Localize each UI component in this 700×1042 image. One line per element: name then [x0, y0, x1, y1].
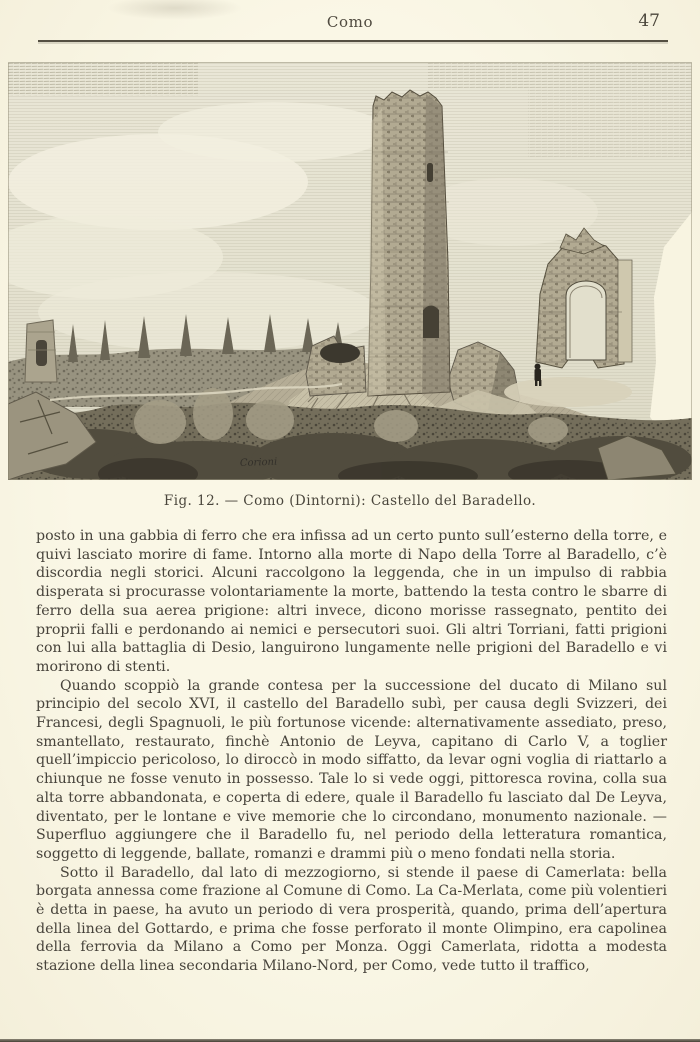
- page-number: 47: [638, 11, 660, 31]
- figure-caption: Fig. 12. — Como (Dintorni): Castello del Baradello.: [163, 493, 537, 509]
- header-rule: [38, 40, 668, 42]
- paragraph: posto in una gabbia di ferro che era infissa ad un certo punto sull’esterno della torre, e quivi lasciato morire di fame. Intorno alla morte di Napo della Torre al Baradello, c’è discordia negli storici. Alcuni raccolgono la leggenda, che in un impulso di rabbia disperata si procurasse volontariamente la morte, battendo la testa contro le sbarre di ferro della sua aerea prigione: altri invece, dicono morisse rassegnato, pentito dei proprii falli e perdonando ai nemici e persecutori suoi. Gli altri Torriani, fatti prigioni con lui alla battaglia di Desio, languirono lungamente nelle prigioni del Baradello e vi morirono di stenti.: [36, 528, 667, 675]
- paragraph: Quando scoppiò la grande contesa per la successione del ducato di Milano sul principio del secolo XVI, il castello del Baradello subì, per causa degli Svizzeri, dei Francesi, degli Spagnuoli, le più fortunose vicende: alternativamente assediato, preso, smantellato, restaurato, finchè Antonio de Leyva, capitano di Carlo V, a toglier quell’impiccio pericoloso, lo diroccò in modo siffatto, da levar ogni voglia di riattarlo a chiunque ne fosse venuto in possesso. Tale lo si vede oggi, pittoresca rovina, colla sua alta torre abbandonata, e coperta di edere, quale il Baradello fu lasciato dal De Leyva, diventato, per le lontane e vive memorie che lo circondano, monumento nazionale. — Superfluo aggiungere che il Baradello fu, nel periodo della letteratura romantica, soggetto di leggende, ballate, romanzi e drammi più o meno fondati nella storia.: [36, 677, 667, 862]
- engraver-signature: Corioni: [239, 456, 278, 469]
- castle-engraving: [8, 62, 692, 480]
- paragraph: Sotto il Baradello, dal lato di mezzogiorno, si stende il paese di Camerlata: bella borgata annessa come frazione al Comune di Como. La Ca-Merlata, come più volentieri è detta in paese, ha avuto un periodo di vera prosperità, quando, prima dell’apertura della linea del Gottardo, e prima che fosse perforato il monte Olimpino, era capolinea della ferrovia da Milano a Como per Monza. Oggi Camerlata, ridotta a modesta stazione della linea secondaria Milano-Nord, per Como, vede tutto il traffico,: [36, 864, 667, 975]
- main-tower: [368, 90, 450, 396]
- tower-doorway: [423, 306, 439, 339]
- running-head: Como: [326, 13, 374, 31]
- body-text: [36, 527, 667, 976]
- arch-opening: [566, 281, 606, 360]
- distant-ruined-tower: [25, 320, 57, 382]
- figure-illustration: [8, 62, 692, 480]
- tower-window-slit: [427, 163, 433, 182]
